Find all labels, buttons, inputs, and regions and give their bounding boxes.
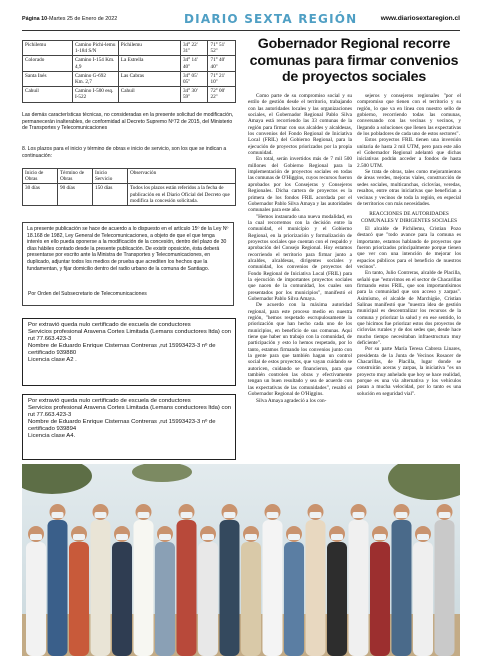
article-paragraph: Estos proyectos FRIL tienen una inversión unitaria de hasta 2 mil UTM, pero para este año el Gobernador Regional adelantó que dichas iniciativas podrán acceder a fondos de hasta 2.500 UTM. <box>357 137 461 169</box>
table-row <box>23 41 236 56</box>
article-paragraph: "Hemos instaurado una nueva modalidad, en la cual recorremos con la decisión entre la comunidad, el municipio y el Gobierno Regional, en la priorización y formalización de proyectos sociales que cuentan con el respaldo y aprobación del Consejo Regional. Hoy estamos recorriendo el territorio para firmar junto a alcaldes, alcaldesas, dirigentes sociales y comunidad, los convenios de proyectos del Fondo Regional de Iniciativa Local (FRIL) para la ejecución de importantes proyectos sociales que nacen de la comunidad, los cuales son presentados por los municipios", manifestó el Gobernador Pablo Silva Amaya. <box>248 213 352 302</box>
face-mask <box>73 534 85 540</box>
table-cell: Pichilemu <box>23 41 73 56</box>
face-mask <box>224 512 236 518</box>
article-column-2 <box>357 93 461 460</box>
page-date-line: Página 10-Martes 25 de Enero de 2022 <box>22 16 118 22</box>
ad-line: rut 77.663.423-3 <box>28 336 72 342</box>
header-divider <box>22 30 460 31</box>
article-paragraph: El alcalde de Pichilemu, Cristian Pozo destacó que "todo avance para la comuna es importante, estamos hablando de proyectos que fueron priorizados principalmente porque tienen que ver con una intención de mejorar los espacios públicos para el beneficio de nuestros vecinos". <box>357 225 461 270</box>
table-cell: Las Cabras <box>118 71 180 86</box>
header-cell: Observación <box>128 169 236 184</box>
person-body <box>155 542 175 656</box>
person-body <box>198 542 218 656</box>
table-cell: Camino I-500 esq. I-522 <box>72 87 118 102</box>
article-paragraph: En tanto, Julio Contreras, alcalde de Placilla, señaló que "estuvimos en el sector de Chacarillas firmando estos FRIL, que son importantísimos para la comunidad que son acceso y zarpas". Asimismo, el alcalde de Marchigüe, Cristian Salinas manifestó que "nuestra idea de gestión municipal es descentralizar los recursos de la comuna y priorizar la salud y en ese sentido, lo que hicimos fue priorizar estos dos proyectos de ciclovías rurales y de dos sedes que, desde hace mucho tiempo necesitaban infraestructura muy deficiente". <box>357 270 461 347</box>
face-mask <box>202 534 214 540</box>
ad-line: Nombre de Eduardo Enrique Cisternas Contreras ,rut 15993423-3 nº de certificado 939894 <box>28 419 216 432</box>
technical-paragraph: Las demás características técnicas, no consideradas en la presente solicitud de modificación, permanecerán inalterables, de conformidad al Decreto Supremo Nº72 de 2015, del Ministerio de Transportes y Telecomunicaciones <box>22 112 234 132</box>
ad-line: Licencia clase A2 . <box>28 357 77 363</box>
table-cell: 150 días <box>93 184 128 206</box>
face-mask <box>245 534 257 540</box>
table-row <box>23 56 236 71</box>
table-cell: 34° 05' 05'' <box>180 71 208 86</box>
page-header <box>22 12 460 30</box>
table-cell: 34° 14' 40'' <box>180 56 208 71</box>
person-body <box>263 520 283 656</box>
group-photo-image <box>22 464 460 656</box>
table-cell: Camino I-154 Km. 4,9 <box>72 56 118 71</box>
person-body <box>220 520 240 656</box>
article-paragraph: sejeros y consejeros regionales "por el compromiso que tienen con el territorio y su región, lo que va en línea con nuestro sello de gobierno, recorriendo todas las comunas, conversando con las vecinas y vecinos, y llegando a soluciones que llenen las expectativas de los pobladores de cada uno de estos sectores". <box>357 93 461 138</box>
table-cell: 71° 51' 52'' <box>208 41 236 56</box>
table-cell: Santa Inés <box>23 71 73 86</box>
person-body <box>284 542 304 656</box>
ad-line: rut 77.663.423-3 <box>28 412 72 418</box>
site-url: www.diariosextaregion.cl <box>380 15 460 22</box>
article-paragraph: En total, serán invertidos más de 7 mil 500 millones del Gobierno Regional para la implementación de proyectos sociales en todas las comunas de O'Higgins, cuyos recursos fueron aprobados por los Consejeras y Consejeros Regionales. Dicha cartera de proyectos es la primera de los fondos FRIL acordada por el Gobernador Pablo Silva Amaya y las autoridades comunales para este año. <box>248 156 352 214</box>
header-cell: Término de Obras <box>58 169 93 184</box>
person-body <box>241 542 261 656</box>
decree-signature: Por Orden del Subsecretario de Telecomunicaciones <box>28 291 147 297</box>
table-cell: Pichilemu <box>118 41 180 56</box>
ad-line: Servicios profesional Aravena Cortes Limitada (Lemans conductores ltda) con <box>28 405 232 411</box>
table-cell: 30 días <box>23 184 58 206</box>
face-mask <box>417 534 429 540</box>
person-body <box>370 542 390 656</box>
ad-line: Licencia clase A4. <box>28 433 76 439</box>
table-cell: Camino Pichi-lemu 1-184 S/N <box>72 41 118 56</box>
face-mask <box>116 534 128 540</box>
table-cell: 34° 22' 31'' <box>180 41 208 56</box>
ad-line: Por extravió queda nulo certificado de escuela de conductores <box>28 322 191 328</box>
person-body <box>435 520 455 656</box>
ad-line: Por extravió queda nulo certificado de escuela de conductores <box>28 398 191 404</box>
ad-line: Nombre de Eduardo Enrique Cisternas Contreras ,rut 15993423-3 nº de certificado 939880 <box>28 343 216 356</box>
face-mask <box>267 512 279 518</box>
face-mask <box>353 512 365 518</box>
face-mask <box>374 534 386 540</box>
table-cell: Todos los plazos están referidos a la fecha de publicación en el Diario Oficial del Decreto que modifica la concesión solicitada. <box>128 184 236 206</box>
person-body <box>48 520 68 656</box>
masthead: DIARIO SEXTA REGIÓN <box>184 12 358 26</box>
face-mask <box>288 534 300 540</box>
table-cell: 71° 21' 10'' <box>208 71 236 86</box>
table-cell: 34° 30' 59'' <box>180 87 208 102</box>
person-body <box>134 520 154 656</box>
face-mask <box>30 534 42 540</box>
person-body <box>177 520 197 656</box>
group-photo <box>22 464 460 656</box>
person-body <box>413 542 433 656</box>
article-paragraph: Se trata de obras, tales como mejoramientos de áreas verdes, mejoras viales, construcción de sedes sociales, multicanchas, ciclovías, veredas, resaltos, entre otras iniciativas que benefician a vecinas y vecinos de toda la región, en especial de territorios con más necesidades. <box>357 169 461 207</box>
face-mask <box>159 534 171 540</box>
person-body <box>112 542 132 656</box>
deadline-paragraph: 8. Los plazos para el inicio y término de obras e inicio de servicio, son los que se indican a continuación: <box>22 146 227 159</box>
table-cell: Cahuil <box>23 87 73 102</box>
deadline-table <box>22 168 236 206</box>
person-body <box>91 520 111 656</box>
table-cell: Cahuil <box>118 87 180 102</box>
station-table <box>22 40 236 103</box>
table-row <box>23 87 236 102</box>
face-mask <box>95 512 107 518</box>
face-mask <box>138 512 150 518</box>
table-cell: Camino G-692 Km. 2,7 <box>72 71 118 86</box>
table-cell: La Estrella <box>118 56 180 71</box>
article-paragraph: Silva Amaya agradeció a los con- <box>256 397 327 404</box>
header-cell: Inicio de Obras <box>23 169 58 184</box>
article-paragraph: Por su parte María Teresa Cabrera Linares, presidenta de la Junta de Vecinos Rosacer de Chacarillas, de Placilla, lugar donde se construirán aceras y zarpas, la iniciativa "es un proyecto muy anhelado que hoy se hace realidad, porque es una vía alternativa y los vehículos pasan a mucha velocidad, por lo tanto es una solución en seguridad vial". <box>357 346 461 397</box>
ad-line: Servicios profesional Aravena Cortes Limitada (Lemans conductores ltda) con <box>28 329 232 335</box>
article-paragraph: De acuerdo con la máxima autoridad regional, para este proceso medio en nuestra región, "hemos respetado escrupulosamente la priorización que han hecho cada uno de los municipios, en beneficio de sus comunas. Aquí tiene que haber un trabajo con la comunidad, de participación y esto lo hemos respetado, por lo tanto, estamos firmando los convenios junto con la gente para que también hagan un control social de estos proyectos, que vayan cuidando se autoricen, cuidando se financieron, para que también controlen las obras y efectivamente tengan un buen resultado y sea de acuerdo con las expectativas de las comunidades", resaltó el Gobernador Regional de O'Higgins. <box>248 302 352 398</box>
person-body <box>26 542 46 656</box>
table-cell: 72° 00' 22'' <box>208 87 236 102</box>
face-mask <box>396 512 408 518</box>
person-body <box>392 520 412 656</box>
person-body <box>306 520 326 656</box>
table-cell: 71° 40' 40'' <box>208 56 236 71</box>
table-cell: 90 días <box>58 184 93 206</box>
face-mask <box>310 512 322 518</box>
article-headline: Gobernador Regional recorre comunas para firmar convenios de proyectos sociales <box>249 36 459 85</box>
face-mask <box>181 512 193 518</box>
classified-ad <box>22 318 236 386</box>
person-body <box>349 520 369 656</box>
person-body <box>327 542 347 656</box>
face-mask <box>439 512 451 518</box>
notice-text: La presente publicación se hace de acuerdo a lo dispuesto en el artículo 15º de la Ley Nº 18.168 de 1982, Ley General de Telecomunicaciones, a objeto de que el que tenga interés en ello pueda oponerse a la modificación de la concesión, dentro del plazo de 30 días hábiles contado desde la presente publicación. De existir oposición, ésta deberá presentarse por escrito ante la Ministra de Transportes y Telecomunicaciones, en duplicado, adjuntar todos los medios de prueba que acrediten los hechos que la fundamentan, y fijar domicilio dentro del radio urbano de la comuna de Santiago. <box>27 226 229 272</box>
face-mask <box>52 512 64 518</box>
article-paragraph: Como parte de su compromiso social y su estilo de gestión desde el territorio, trabajando con las autoridades locales y las organizaciones sociales, el Gobernador Regional Pablo Silva Amaya está recorriendo las 33 comunas de la región para firmar con sus alcaldes y alcaldesas, los convenios del Fondo Regional de Iniciativa Local (FRIL) del Gobierno Regional, para la ejecución de proyectos priorizados por la propia comunidad. <box>248 93 352 157</box>
header-cell: Inicio Servicio <box>93 169 128 184</box>
article-column-1 <box>248 93 352 460</box>
table-cell: Colorado <box>23 56 73 71</box>
person-body <box>69 542 89 656</box>
article-subheading: REACCIONES DE AUTORIDADES COMUNALES Y DIRIGENTES SOCIALES <box>360 211 457 224</box>
classified-ad <box>22 394 236 460</box>
table-row <box>23 71 236 86</box>
face-mask <box>331 534 343 540</box>
